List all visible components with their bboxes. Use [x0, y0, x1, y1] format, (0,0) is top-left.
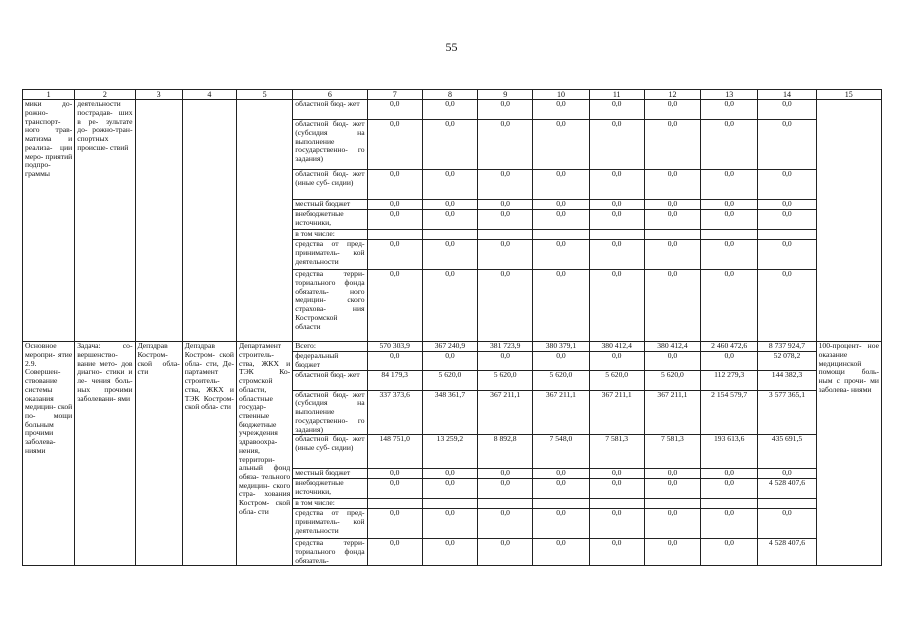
amount-cell: 337 373,6: [367, 390, 422, 435]
amount-cell: 0,0: [758, 240, 816, 270]
amount-cell: 0,0: [367, 100, 422, 120]
amount-cell: 7 548,0: [533, 435, 589, 469]
column-header-14: 14: [758, 90, 816, 100]
amount-cell: 0,0: [644, 469, 700, 479]
amount-cell: 0,0: [589, 200, 644, 210]
amount-cell: 0,0: [478, 469, 533, 479]
amount-cell: [422, 499, 477, 509]
amount-cell: 0,0: [644, 479, 700, 499]
amount-cell: [367, 230, 422, 240]
amount-cell: 0,0: [478, 120, 533, 170]
funding-source-cell: областной бюд- жет (субсидия на выполнение государственно- го задания): [293, 390, 367, 435]
amount-cell: 367 211,1: [478, 390, 533, 435]
amount-cell: [758, 499, 816, 509]
amount-cell: 0,0: [589, 170, 644, 200]
funding-source-cell: Всего:: [293, 342, 367, 352]
amount-cell: 0,0: [533, 539, 589, 566]
amount-cell: 0,0: [758, 509, 816, 539]
amount-cell: 380 412,4: [644, 342, 700, 352]
amount-cell: 0,0: [589, 509, 644, 539]
amount-cell: [701, 499, 758, 509]
amount-cell: 0,0: [589, 210, 644, 230]
amount-cell: 5 620,0: [589, 370, 644, 390]
amount-cell: [478, 230, 533, 240]
amount-cell: 52 078,2: [758, 352, 816, 370]
amount-cell: 0,0: [644, 352, 700, 370]
amount-cell: 0,0: [533, 240, 589, 270]
amount-cell: 0,0: [422, 100, 477, 120]
amount-cell: [644, 230, 700, 240]
amount-cell: 0,0: [422, 270, 477, 342]
amount-cell: 0,0: [644, 200, 700, 210]
amount-cell: 0,0: [701, 200, 758, 210]
column-header-9: 9: [478, 90, 533, 100]
amount-cell: 5 620,0: [422, 370, 477, 390]
amount-cell: 0,0: [533, 469, 589, 479]
amount-cell: 380 412,4: [589, 342, 644, 352]
column-header-7: 7: [367, 90, 422, 100]
amount-cell: 0,0: [533, 200, 589, 210]
amount-cell: 0,0: [533, 270, 589, 342]
amount-cell: 0,0: [758, 210, 816, 230]
amount-cell: 112 279,3: [701, 370, 758, 390]
amount-cell: 0,0: [422, 210, 477, 230]
coexecutor-cell: Депздрав Костром- ской обла- сти, Де- партамент строитель- ства, ЖКХ и ТЭК Костром- ской обла- сти: [182, 342, 236, 566]
funding-source-cell: в том числе:: [293, 499, 367, 509]
amount-cell: 0,0: [478, 100, 533, 120]
amount-cell: 0,0: [644, 100, 700, 120]
amount-cell: 13 259,2: [422, 435, 477, 469]
amount-cell: 570 303,9: [367, 342, 422, 352]
amount-cell: 0,0: [589, 240, 644, 270]
amount-cell: 0,0: [758, 100, 816, 120]
funding-source-cell: областной бюд- жет (иные суб- сидии): [293, 435, 367, 469]
amount-cell: 0,0: [533, 120, 589, 170]
amount-cell: [367, 499, 422, 509]
amount-cell: 4 528 407,6: [758, 539, 816, 566]
amount-cell: 367 211,1: [589, 390, 644, 435]
amount-cell: 7 581,3: [589, 435, 644, 469]
amount-cell: 8 737 924,7: [758, 342, 816, 352]
amount-cell: 0,0: [422, 479, 477, 499]
amount-cell: 4 528 407,6: [758, 479, 816, 499]
amount-cell: 0,0: [701, 509, 758, 539]
amount-cell: 0,0: [367, 469, 422, 479]
amount-cell: [422, 230, 477, 240]
amount-cell: 0,0: [701, 539, 758, 566]
table-row: [23, 342, 882, 352]
column-header-2: 2: [75, 90, 135, 100]
funding-source-cell: областной бюд- жет: [293, 100, 367, 120]
amount-cell: 0,0: [478, 479, 533, 499]
amount-cell: 0,0: [589, 479, 644, 499]
amount-cell: 5 620,0: [478, 370, 533, 390]
amount-cell: 0,0: [478, 200, 533, 210]
amount-cell: 0,0: [701, 100, 758, 120]
amount-cell: 0,0: [478, 539, 533, 566]
amount-cell: [758, 230, 816, 240]
amount-cell: 0,0: [758, 469, 816, 479]
amount-cell: 367 211,1: [533, 390, 589, 435]
funding-source-cell: внебюджетные источники,: [293, 210, 367, 230]
amount-cell: 0,0: [478, 270, 533, 342]
amount-cell: 0,0: [758, 200, 816, 210]
amount-cell: 0,0: [589, 469, 644, 479]
amount-cell: 0,0: [533, 210, 589, 230]
amount-cell: 0,0: [589, 539, 644, 566]
column-header-8: 8: [422, 90, 477, 100]
amount-cell: 0,0: [758, 170, 816, 200]
amount-cell: 5 620,0: [644, 370, 700, 390]
funding-source-cell: местный бюджет: [293, 200, 367, 210]
amount-cell: 0,0: [478, 240, 533, 270]
funding-source-cell: областной бюд- жет (иные суб- сидии): [293, 170, 367, 200]
amount-cell: [533, 230, 589, 240]
table-row: [23, 100, 882, 120]
amount-cell: 0,0: [701, 210, 758, 230]
amount-cell: 0,0: [701, 120, 758, 170]
amount-cell: 0,0: [367, 352, 422, 370]
amount-cell: 0,0: [644, 509, 700, 539]
funding-source-cell: областной бюд- жет (субсидия на выполнение государственно- го задания): [293, 120, 367, 170]
amount-cell: 0,0: [533, 352, 589, 370]
measure-name-cell: Основное меропри- ятие 2.9. Совершен- ствование системы оказания медицин- ской по- мощи больным прочими заболева- ниями: [23, 342, 75, 566]
amount-cell: 435 691,5: [758, 435, 816, 469]
amount-cell: 193 613,6: [701, 435, 758, 469]
amount-cell: [533, 499, 589, 509]
amount-cell: 0,0: [758, 270, 816, 342]
amount-cell: 0,0: [701, 240, 758, 270]
result-cell: 100-процент- ное оказание медицинской помощи боль- ным с прочи- ми заболева- ниями: [816, 342, 881, 566]
amount-cell: [701, 230, 758, 240]
amount-cell: 0,0: [422, 469, 477, 479]
funding-source-cell: средства от пред- приниматель- кой деятельности: [293, 509, 367, 539]
amount-cell: 84 179,3: [367, 370, 422, 390]
amount-cell: 0,0: [367, 210, 422, 230]
amount-cell: 0,0: [367, 170, 422, 200]
participant-cell: [236, 100, 292, 342]
amount-cell: 0,0: [533, 509, 589, 539]
page-number: 55: [445, 40, 458, 54]
amount-cell: 5 620,0: [533, 370, 589, 390]
amount-cell: 0,0: [533, 479, 589, 499]
column-header-row: [23, 90, 882, 100]
amount-cell: 0,0: [589, 100, 644, 120]
column-header-3: 3: [135, 90, 182, 100]
amount-cell: 3 577 365,1: [758, 390, 816, 435]
amount-cell: 381 723,9: [478, 342, 533, 352]
funding-source-cell: местный бюджет: [293, 469, 367, 479]
amount-cell: 144 382,3: [758, 370, 816, 390]
executor-cell: Депздрав Костром- ской обла- сти: [135, 342, 182, 566]
task-cell: Задача: со- вершенство- вание мето- дов диагно- стики и ле- чения боль- ных прочими заболевани- ями: [75, 342, 135, 566]
amount-cell: 0,0: [589, 120, 644, 170]
amount-cell: 2 154 579,7: [701, 390, 758, 435]
amount-cell: 0,0: [533, 170, 589, 200]
column-header-12: 12: [644, 90, 700, 100]
coexecutor-cell: [182, 100, 236, 342]
amount-cell: 0,0: [478, 210, 533, 230]
amount-cell: 0,0: [478, 170, 533, 200]
amount-cell: 0,0: [644, 240, 700, 270]
amount-cell: 0,0: [644, 120, 700, 170]
funding-source-cell: средства терри- ториального фонда обязатель-: [293, 539, 367, 566]
column-header-13: 13: [701, 90, 758, 100]
amount-cell: 0,0: [422, 200, 477, 210]
amount-cell: [589, 230, 644, 240]
funding-source-cell: в том числе:: [293, 230, 367, 240]
funding-source-cell: внебюджетные источники,: [293, 479, 367, 499]
amount-cell: [478, 499, 533, 509]
amount-cell: 0,0: [644, 170, 700, 200]
column-header-15: 15: [816, 90, 881, 100]
task-cell: деятельности пострадав- ших в ре- зультате до- рожно-тран- спортных происше- ствий: [75, 100, 135, 342]
amount-cell: [644, 499, 700, 509]
amount-cell: 0,0: [367, 240, 422, 270]
amount-cell: 348 361,7: [422, 390, 477, 435]
funding-source-cell: областной бюд- жет: [293, 370, 367, 390]
amount-cell: 0,0: [701, 170, 758, 200]
amount-cell: 0,0: [701, 479, 758, 499]
amount-cell: 0,0: [533, 100, 589, 120]
amount-cell: 0,0: [589, 352, 644, 370]
column-header-4: 4: [182, 90, 236, 100]
amount-cell: 0,0: [589, 270, 644, 342]
amount-cell: 0,0: [758, 120, 816, 170]
amount-cell: 0,0: [367, 539, 422, 566]
amount-cell: 0,0: [644, 210, 700, 230]
amount-cell: 367 240,9: [422, 342, 477, 352]
result-cell: [816, 100, 881, 342]
budget-table: [22, 89, 882, 566]
amount-cell: 2 460 472,6: [701, 342, 758, 352]
amount-cell: 8 892,8: [478, 435, 533, 469]
column-header-10: 10: [533, 90, 589, 100]
amount-cell: 0,0: [644, 539, 700, 566]
amount-cell: 367 211,1: [644, 390, 700, 435]
amount-cell: 0,0: [367, 200, 422, 210]
amount-cell: 0,0: [422, 539, 477, 566]
column-header-1: 1: [23, 90, 75, 100]
participant-cell: Департамент строитель- ства, ЖКХ и ТЭК Ко- стромской области, областные государ- ственные бюджетные учреждения здравоохра- нения, территори- альный фонд обяза- тельного медицин- ского стра- хования Костром- ской обла- сти: [236, 342, 292, 566]
amount-cell: 0,0: [701, 352, 758, 370]
amount-cell: 0,0: [478, 352, 533, 370]
funding-source-cell: средства от пред- приниматель- кой деятельности: [293, 240, 367, 270]
amount-cell: 0,0: [367, 509, 422, 539]
column-header-6: 6: [293, 90, 367, 100]
amount-cell: 0,0: [478, 509, 533, 539]
amount-cell: 0,0: [422, 120, 477, 170]
amount-cell: 0,0: [367, 479, 422, 499]
measure-name-cell: мики до- рожно- транспорт- ного трав- матизма и реализа- ции меро- приятий подпро- граммы: [23, 100, 75, 342]
amount-cell: 0,0: [701, 270, 758, 342]
amount-cell: 0,0: [367, 120, 422, 170]
amount-cell: 380 379,1: [533, 342, 589, 352]
amount-cell: 0,0: [422, 240, 477, 270]
amount-cell: [589, 499, 644, 509]
executor-cell: [135, 100, 182, 342]
amount-cell: 0,0: [701, 469, 758, 479]
column-header-11: 11: [589, 90, 644, 100]
amount-cell: 0,0: [422, 170, 477, 200]
amount-cell: 0,0: [422, 352, 477, 370]
column-header-5: 5: [236, 90, 292, 100]
funding-source-cell: федеральный бюджет: [293, 352, 367, 370]
amount-cell: 7 581,3: [644, 435, 700, 469]
amount-cell: 0,0: [422, 509, 477, 539]
funding-source-cell: средства терри- ториального фонда обязатель- ного медицин- ского страхова- ния Костромской области: [293, 270, 367, 342]
amount-cell: 0,0: [644, 270, 700, 342]
amount-cell: 0,0: [367, 270, 422, 342]
amount-cell: 148 751,0: [367, 435, 422, 469]
